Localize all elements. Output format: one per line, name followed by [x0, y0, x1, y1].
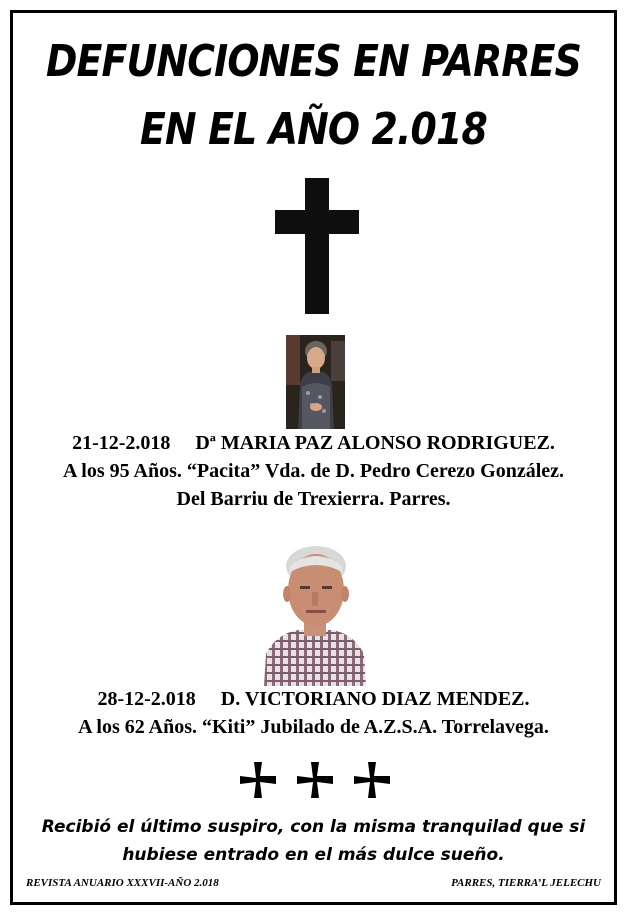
portrait-photo-maria-paz — [286, 335, 345, 429]
latin-cross-icon — [275, 178, 359, 314]
footer-location: PARRES, TIERRA’L JELECHU — [451, 877, 601, 889]
entry-2-name-line: 28-12-2.018 D. VICTORIANO DIAZ MENDEZ. — [97, 688, 530, 710]
footer-publication: REVISTA ANUARIO XXXVII-AÑO 2.018 — [26, 877, 219, 889]
entry-2-details-line: A los 62 Años. “Kiti” Jubilado de A.Z.S.A. Torrelavega. — [78, 716, 549, 738]
entry-1-details-line: A los 95 Años. “Pacita” Vda. de D. Pedro Cerezo González. — [62, 460, 565, 482]
entry-1-origin-line: Del Barriu de Trexierra. Parres. — [176, 488, 451, 510]
page-title-line-2: EN EL AÑO 2.018 — [140, 104, 487, 155]
quote-line-1: Recibió el último suspiro, con la misma tranquilad que si — [41, 817, 586, 837]
maltese-cross-icon — [354, 762, 390, 798]
entry-1-name-line: 21-12-2.018 Dª MARIA PAZ ALONSO RODRIGUEZ. — [72, 432, 555, 454]
page-title-line-1: DEFUNCIONES EN PARRES — [45, 36, 582, 87]
portrait-photo-victoriano — [264, 536, 366, 686]
maltese-cross-icon — [240, 762, 276, 798]
small-crosses-row — [240, 762, 390, 798]
quote-line-2: hubiese entrado en el más dulce sueño. — [122, 845, 505, 865]
maltese-cross-icon — [297, 762, 333, 798]
